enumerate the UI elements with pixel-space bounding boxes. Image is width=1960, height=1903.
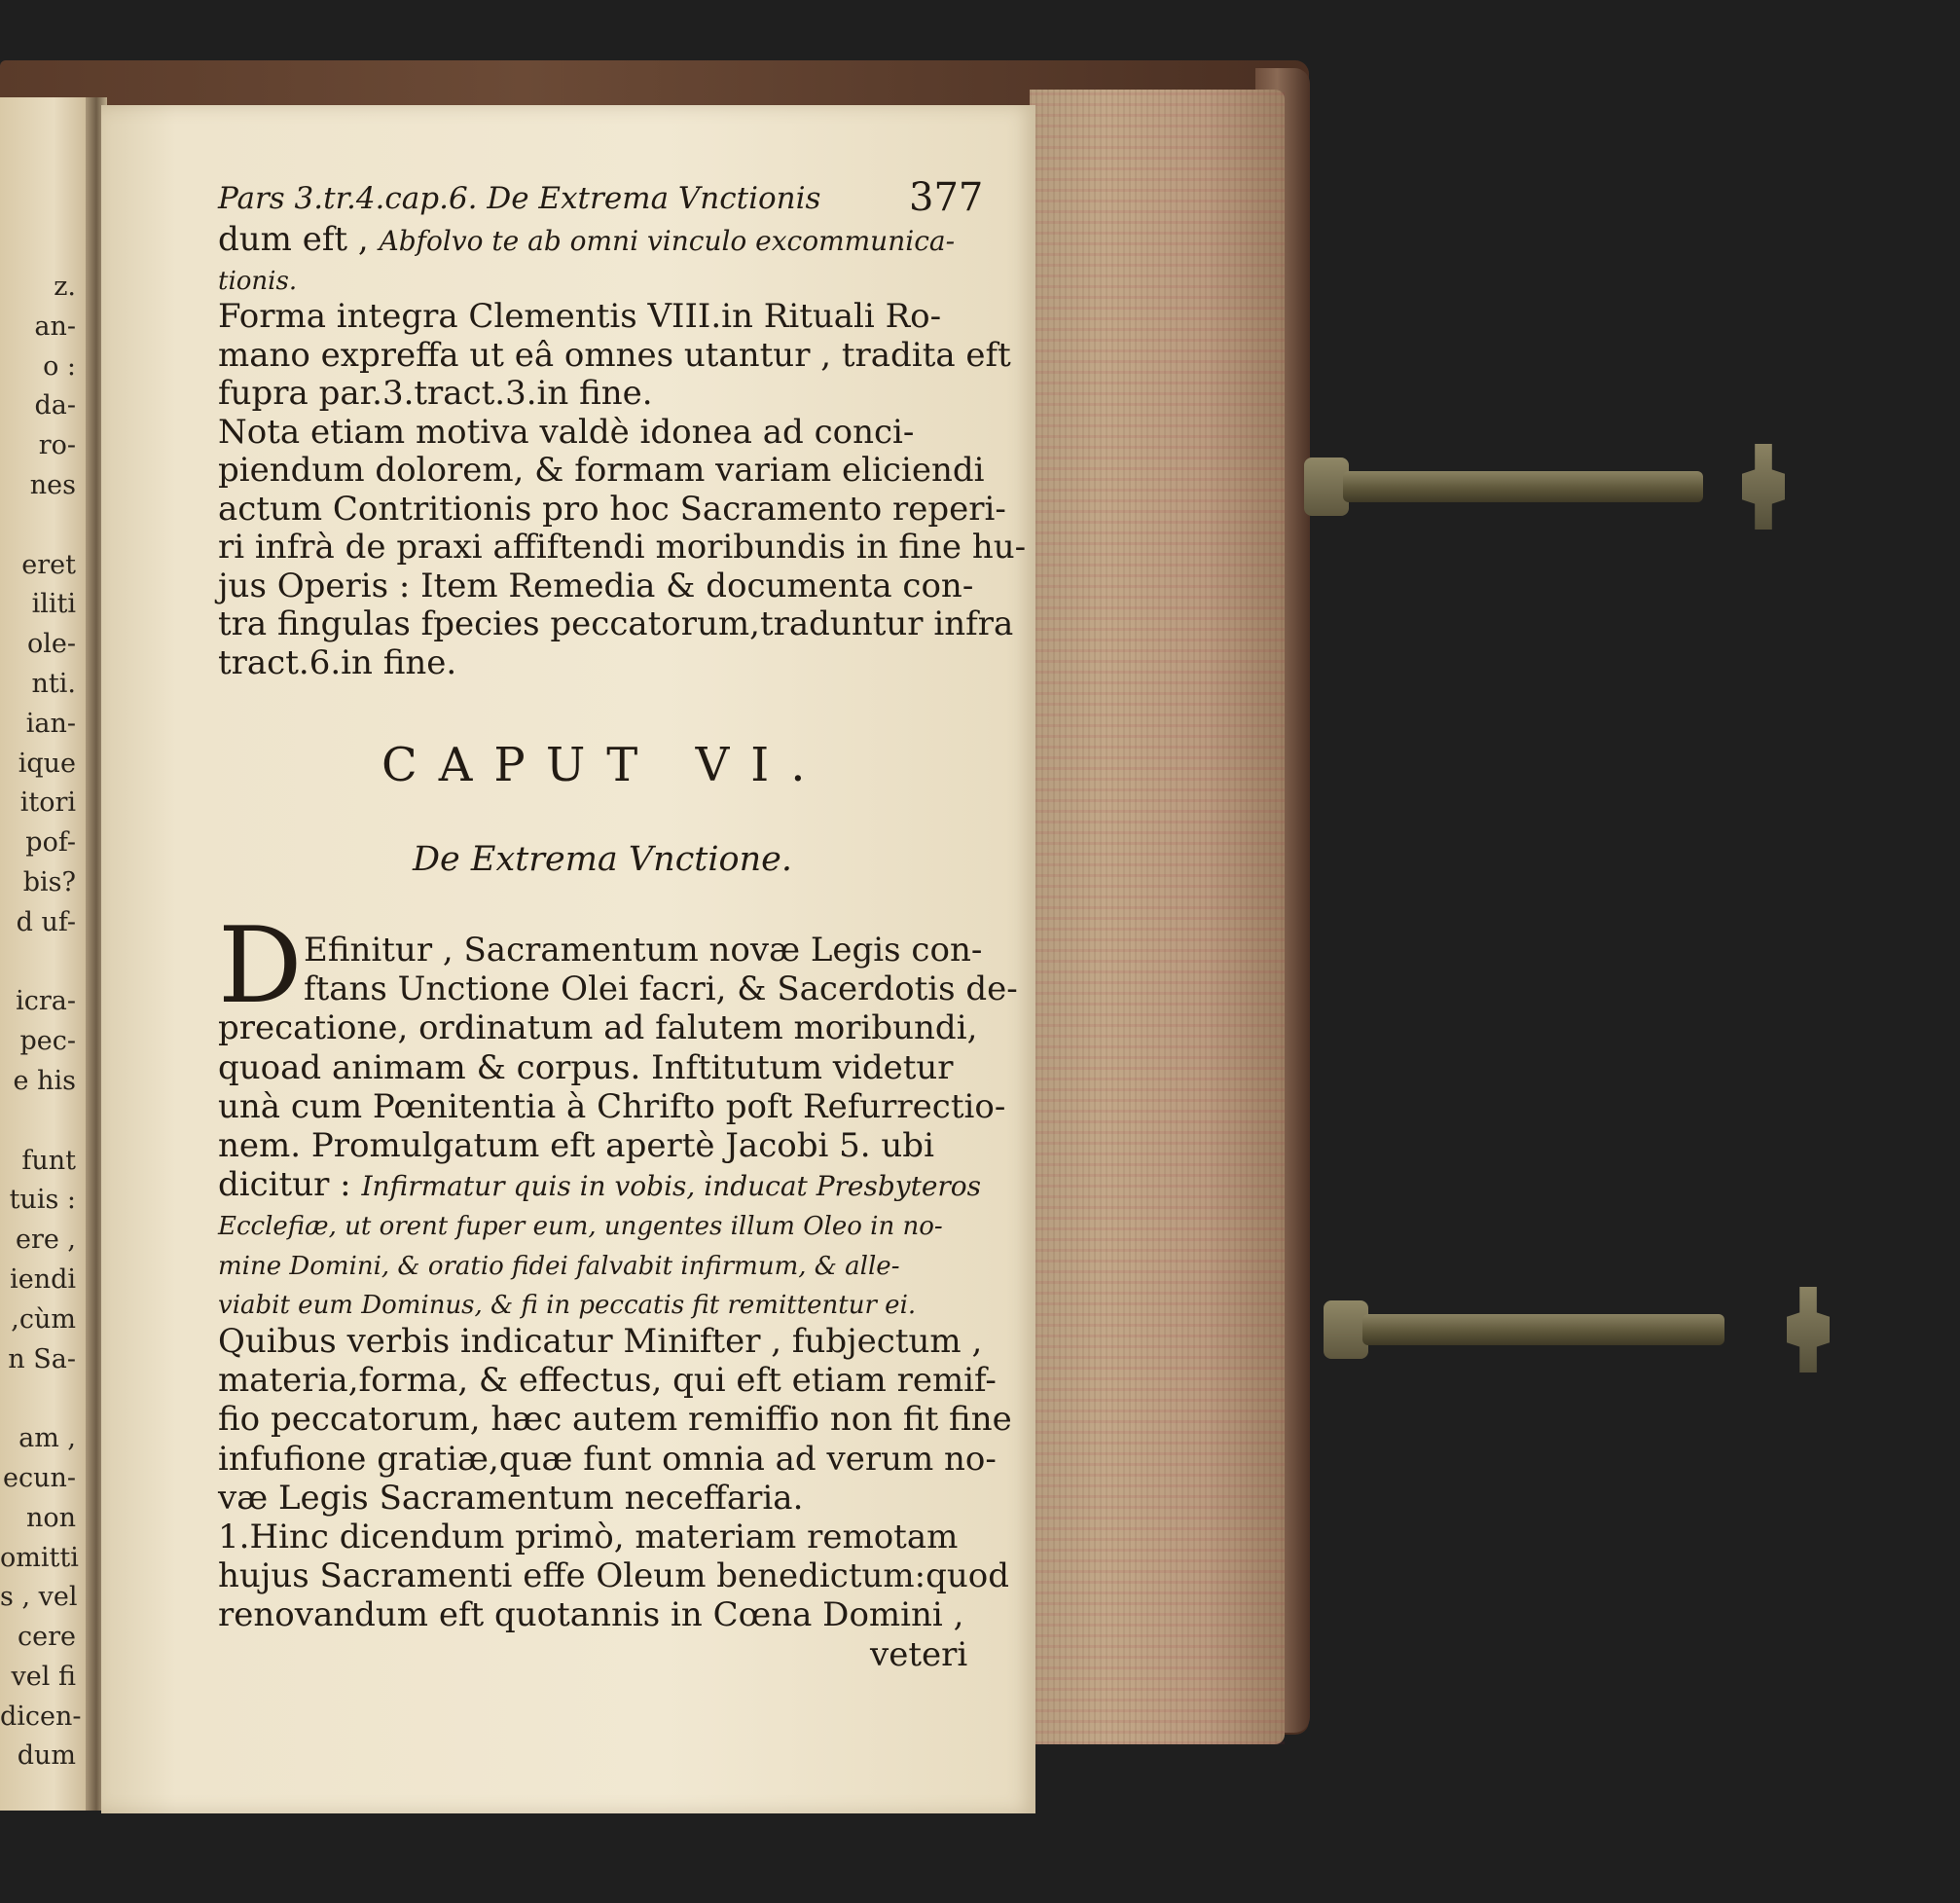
text-line-roman: materia,forma, & effectus, qui eft etiam remif-	[218, 1361, 997, 1401]
margin-fragment: nes	[29, 469, 76, 500]
text-line	[218, 1165, 987, 1204]
clasp-bar	[1343, 471, 1703, 502]
chapter-title: CAPUT VI.	[381, 738, 827, 792]
text-line-roman: fupra par.3.tract.3.in fine.	[218, 374, 653, 413]
text-line-roman: infufione gratiæ,quæ funt omnia ad verum no-	[218, 1439, 997, 1479]
text-line	[218, 1048, 987, 1087]
margin-fragment: ,cùm	[11, 1303, 76, 1335]
margin-fragment: nti.	[31, 668, 76, 699]
margin-fragment: da-	[34, 390, 76, 421]
text-line-roman: fio peccatorum, hæc autem remiffio non fit fine	[218, 1400, 1012, 1440]
margin-fragment: omitti	[0, 1542, 79, 1573]
text-line	[218, 259, 987, 298]
margin-fragment	[0, 943, 76, 983]
margin-fragment: icra-	[16, 986, 76, 1017]
text-line	[218, 1479, 987, 1518]
page-number: 377	[909, 175, 984, 220]
text-line	[218, 1204, 987, 1243]
clasp-bar	[1362, 1314, 1724, 1345]
text-line	[218, 1008, 987, 1047]
text-line	[218, 1322, 987, 1361]
margin-fragment: o :	[43, 350, 76, 382]
text-line-italic: tionis.	[218, 266, 298, 296]
text-line	[218, 220, 987, 259]
text-line	[218, 1244, 987, 1283]
margin-fragment: cere	[18, 1622, 76, 1653]
text-line	[218, 1283, 987, 1322]
text-line	[218, 413, 987, 452]
margin-fragment: dum	[17, 1740, 76, 1772]
margin-fragment: pof-	[25, 827, 76, 859]
margin-fragment: ole-	[27, 629, 76, 660]
margin-fragment: pec-	[19, 1026, 76, 1057]
text-line-italic: Infirmatur quis in vobis, inducat Presbyteros	[361, 1170, 982, 1203]
margin-fragment: n Sa-	[8, 1343, 76, 1374]
text-line-italic: viabit eum Dominus, & fi in peccatis fit remittentur ei.	[218, 1290, 917, 1320]
text-line	[218, 604, 1014, 643]
margin-fragment: am ,	[18, 1423, 76, 1454]
margin-fragment: ecun-	[2, 1462, 76, 1493]
margin-fragment: ique	[18, 748, 76, 779]
verso-page	[0, 97, 90, 1811]
text-line-roman: tra fingulas fpecies peccatorum,traduntur infra	[218, 604, 1014, 643]
margin-fragment: s , vel	[0, 1582, 78, 1613]
text-line	[218, 489, 1006, 529]
margin-fragment	[0, 506, 76, 546]
margin-fragment: itori	[19, 787, 76, 819]
text-line	[218, 451, 987, 490]
text-line-italic: Ecclefiæ, ut orent fuper eum, ungentes illum Oleo in no-	[218, 1212, 943, 1242]
text-line	[304, 970, 1018, 1009]
text-line	[218, 1518, 987, 1556]
margin-fragment: d uf-	[16, 906, 76, 937]
recto-page	[101, 105, 1035, 1813]
text-line-roman: renovandum eft quotannis in Cœna Domini ,	[218, 1595, 964, 1635]
text-line-roman: mano expreffa ut eâ omnes utantur , tradita eft	[218, 335, 1011, 375]
margin-fragment	[0, 1102, 76, 1142]
margin-fragment: vel fi	[11, 1661, 76, 1692]
text-line-roman: quoad animam & corpus. Inftitutum videtur	[218, 1047, 954, 1087]
margin-fragment: non	[25, 1502, 76, 1533]
text-line-roman: unà cum Pœnitentia à Chrifto poft Refurrectio-	[218, 1086, 1006, 1126]
text-line-roman: Forma integra Clementis VIII.in Rituali Ro-	[218, 297, 942, 336]
margin-fragment: dicen-	[0, 1701, 82, 1732]
text-line	[218, 374, 987, 413]
text-line	[218, 297, 987, 336]
text-line-roman: jus Operis : Item Remedia & documenta con-	[218, 566, 974, 605]
text-line-roman: ftans Unctione Olei facri, & Sacerdotis de-	[304, 970, 1018, 1009]
text-line-italic: mine Domini, & oratio fidei falvabit infirmum, & alle-	[218, 1251, 900, 1281]
text-line-italic: Abfolvo te ab omni vinculo excommunica-	[379, 225, 956, 257]
margin-fragment: tuis :	[9, 1185, 76, 1216]
page-block-fore-edge	[1030, 90, 1285, 1744]
margin-fragment	[0, 1379, 76, 1419]
margin-fragment: z.	[54, 272, 76, 302]
chapter-subtitle: De Extrema Vnctione.	[413, 840, 793, 879]
text-line	[218, 1086, 1006, 1126]
text-line	[304, 931, 985, 970]
margin-fragment: an-	[34, 311, 76, 342]
text-line-roman: væ Legis Sacramentum neceffaria.	[218, 1478, 804, 1518]
text-line-roman: 1.Hinc dicendum primò, materiam remotam	[218, 1518, 959, 1556]
text-line	[218, 335, 1011, 375]
text-line-roman: actum Contritionis pro hoc Sacramento reperi-	[218, 489, 1006, 529]
clasp-end	[1742, 444, 1785, 530]
running-head: Pars 3.tr.4.cap.6. De Extrema Vnctionis	[218, 181, 821, 216]
drop-cap: D	[218, 905, 303, 1027]
text-line-roman: dicitur :	[218, 1165, 362, 1205]
text-line	[218, 1595, 987, 1634]
margin-fragment: ere ,	[15, 1225, 76, 1256]
margin-fragment: bis?	[22, 866, 76, 897]
text-line	[218, 1439, 997, 1479]
text-line-roman: dum eft ,	[218, 220, 380, 259]
clasp-end	[1787, 1287, 1830, 1372]
verso-margin-fragments	[0, 268, 82, 1776]
text-line-roman: Efinitur , Sacramentum novæ Legis con-	[304, 931, 983, 970]
text-line-roman: Nota etiam motiva valdè idonea ad conci-	[218, 412, 915, 452]
text-line	[218, 1361, 997, 1401]
margin-fragment: iendi	[10, 1263, 76, 1295]
text-line	[218, 1126, 987, 1165]
text-line	[218, 643, 987, 682]
text-line	[218, 528, 1027, 567]
margin-fragment: ian-	[25, 708, 76, 739]
text-line-roman: Quibus verbis indicatur Minifter , fubjectum ,	[218, 1322, 983, 1361]
margin-fragment: eret	[21, 549, 76, 580]
text-line-roman: nem. Promulgatum eft apertè Jacobi 5. ubi	[218, 1126, 934, 1165]
text-line	[218, 1556, 1009, 1596]
text-line	[218, 567, 987, 605]
text-line	[218, 1400, 1012, 1440]
text-line-roman: hujus Sacramenti effe Oleum benedictum:quod	[218, 1556, 1009, 1596]
text-line-roman: piendum dolorem, & formam variam eliciendi	[218, 451, 985, 490]
text-line-roman: tract.6.in fine.	[218, 642, 457, 682]
text-line-roman: ri infrà de praxi affiftendi moribundis in fine hu-	[218, 528, 1027, 567]
catchword: veteri	[870, 1635, 968, 1674]
margin-fragment: ro-	[38, 430, 76, 461]
margin-fragment: iliti	[31, 589, 76, 620]
margin-fragment: e his	[13, 1065, 76, 1096]
text-line-roman: precatione, ordinatum ad falutem moribundi,	[218, 1008, 978, 1048]
margin-fragment: funt	[21, 1145, 76, 1176]
